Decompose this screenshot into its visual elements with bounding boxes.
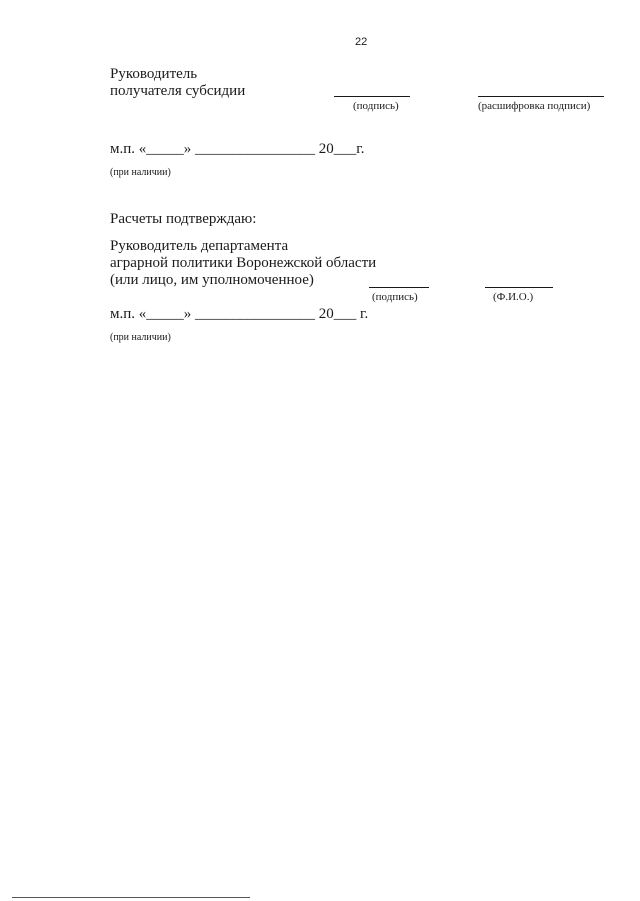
confirmation-name-line xyxy=(485,287,553,288)
recipient-title-line1: Руководитель xyxy=(110,66,198,82)
recipient-stamp-date-line: м.п. «_____» ________________ 20___г. xyxy=(110,141,365,157)
footer-rule xyxy=(12,897,250,898)
confirmation-title-line2: аграрной политики Воронежской области xyxy=(110,255,377,271)
recipient-signature-caption: (подпись) xyxy=(353,100,399,112)
confirmation-signature-line xyxy=(369,287,429,288)
confirmation-title-line3: (или лицо, им уполномоченное) xyxy=(110,272,314,288)
confirmation-stamp-note: (при наличии) xyxy=(110,332,171,343)
confirmation-name-caption: (Ф.И.О.) xyxy=(493,291,534,303)
recipient-decoding-line xyxy=(478,96,604,97)
confirmation-heading: Расчеты подтверждаю: xyxy=(110,211,257,227)
recipient-stamp-note: (при наличии) xyxy=(110,167,171,178)
recipient-decoding-caption: (расшифровка подписи) xyxy=(478,100,591,112)
recipient-title-line2: получателя субсидии xyxy=(110,83,246,99)
page-number: 22 xyxy=(355,36,368,48)
recipient-signature-line xyxy=(334,96,410,97)
confirmation-title-line1: Руководитель департамента xyxy=(110,238,289,254)
confirmation-stamp-date-line: м.п. «_____» ________________ 20___ г. xyxy=(110,306,369,322)
confirmation-signature-caption: (подпись) xyxy=(372,291,418,303)
